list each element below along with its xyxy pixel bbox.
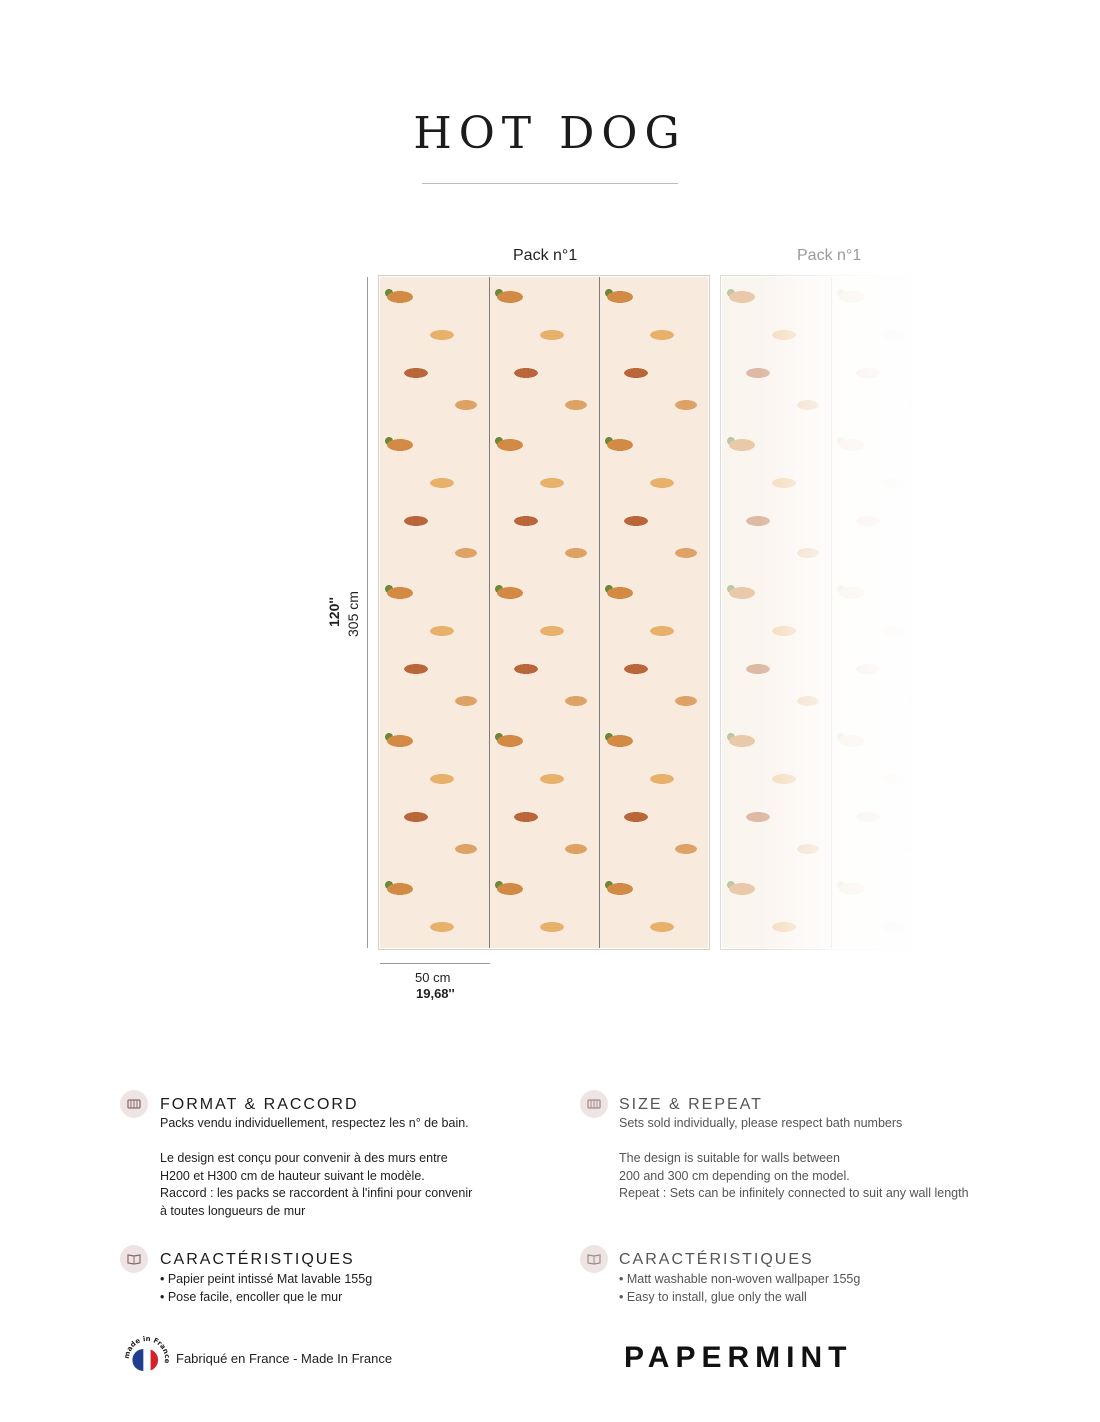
badge-text: ade in Fran bbox=[125, 1336, 170, 1356]
specs-en-title: CARACTÉRISTIQUES bbox=[619, 1251, 814, 1268]
roll-icon bbox=[120, 1090, 148, 1118]
format-en-line-4: Repeat : Sets can be infinitely connected to suit any wall length bbox=[619, 1186, 969, 1200]
roll-icon bbox=[580, 1090, 608, 1118]
format-en-line-3: 200 and 300 cm depending on the model. bbox=[619, 1168, 850, 1183]
specs-en-text bbox=[619, 1271, 999, 1306]
panel-seam-1 bbox=[489, 277, 490, 948]
specs-fr-title: CARACTÉRISTIQUES bbox=[160, 1251, 355, 1268]
pack-main-pattern bbox=[380, 277, 708, 948]
format-en-text bbox=[619, 1115, 1019, 1203]
pack-label-main: Pack n°1 bbox=[513, 247, 578, 264]
width-cm-label: 50 cm bbox=[415, 970, 451, 985]
panel-seam-2 bbox=[599, 277, 600, 948]
format-fr-text bbox=[160, 1115, 540, 1220]
pack-secondary-fade bbox=[760, 270, 940, 960]
specs-fr-text bbox=[160, 1271, 540, 1306]
format-en-line-2: The design is suitable for walls between bbox=[619, 1151, 840, 1165]
height-in-label: 120'' bbox=[326, 596, 342, 627]
made-in-france-text: Fabriqué en France - Made In France bbox=[176, 1351, 393, 1366]
pack-label-secondary: Pack n°1 bbox=[797, 247, 862, 264]
height-dimension-line bbox=[367, 277, 368, 948]
title-divider bbox=[422, 183, 678, 184]
specs-en-line-2: • Easy to install, glue only the wall bbox=[619, 1289, 807, 1304]
made-in-france-badge bbox=[124, 1336, 170, 1382]
brand-logo: PAPERMINT bbox=[624, 1341, 853, 1374]
book-icon bbox=[120, 1245, 148, 1273]
format-en-title: SIZE & REPEAT bbox=[619, 1096, 763, 1113]
format-fr-line-5: à toutes longueurs de mur bbox=[160, 1203, 306, 1218]
format-fr-line-2: Le design est conçu pour convenir à des murs entre bbox=[160, 1151, 448, 1165]
specs-fr-line-2: • Pose facile, encoller que le mur bbox=[160, 1289, 343, 1304]
format-fr-line-1: Packs vendu individuellement, respectez les n° de bain. bbox=[160, 1116, 469, 1130]
format-fr-line-4: Raccord : les packs se raccordent à l'infini pour convenir bbox=[160, 1186, 473, 1200]
specs-fr-line-1: • Papier peint intissé Mat lavable 155g bbox=[160, 1272, 373, 1286]
width-dimension-line bbox=[380, 963, 490, 964]
format-fr-title: FORMAT & RACCORD bbox=[160, 1096, 359, 1113]
format-fr-line-3: H200 et H300 cm de hauteur suivant le modèle. bbox=[160, 1168, 425, 1183]
page-title: HOT DOG bbox=[413, 108, 687, 159]
format-en-line-1: Sets sold individually, please respect bath numbers bbox=[619, 1116, 903, 1130]
width-in-label: 19,68'' bbox=[416, 986, 455, 1001]
specs-en-line-1: • Matt washable non-woven wallpaper 155g bbox=[619, 1272, 861, 1286]
book-icon bbox=[580, 1245, 608, 1273]
height-cm-label: 305 cm bbox=[345, 591, 361, 637]
